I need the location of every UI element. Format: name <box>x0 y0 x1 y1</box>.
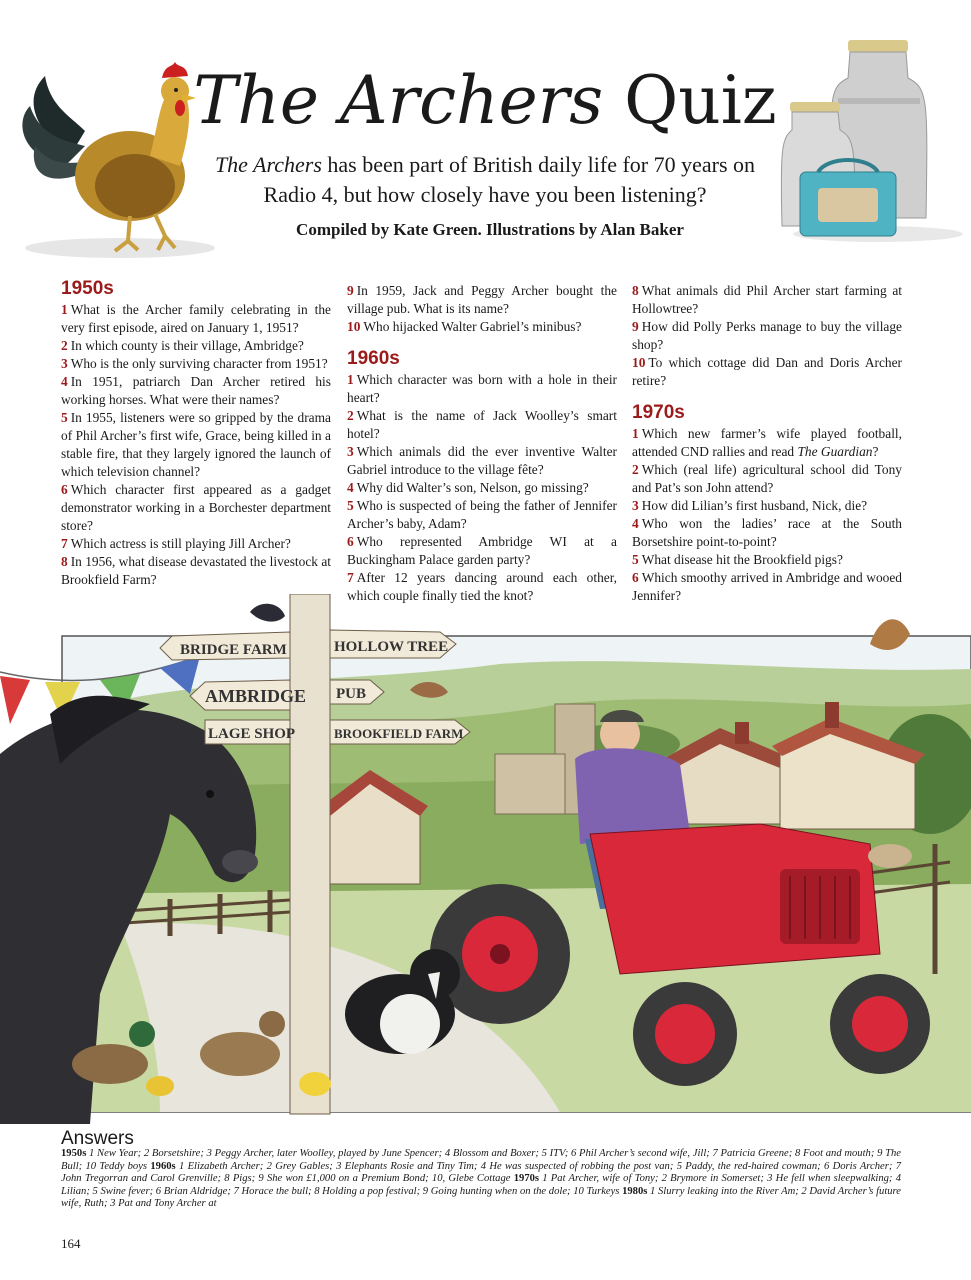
page-number: 164 <box>61 1236 81 1251</box>
question-number: 10 <box>347 319 361 334</box>
question-text: What disease hit the Brookfield pigs? <box>641 552 843 567</box>
question-text: Who hijacked Walter Gabriel’s minibus? <box>363 319 582 334</box>
question-text: Who is suspected of being the father of Jennifer Archer’s baby, Adam? <box>347 498 617 531</box>
question-number: 6 <box>347 534 354 549</box>
question-text: Who is the only surviving character from 1951? <box>70 356 328 371</box>
question-text: In 1955, listeners were so gripped by the drama of Phil Archer’s first wife, Grace, being killed in a stable fire, that they largely ignored the launch of which television channel? <box>61 410 331 479</box>
page-title <box>190 62 780 140</box>
credits: Compiled by Kate Green. Illustrations by Alan Baker <box>296 220 684 239</box>
question-number: 4 <box>347 480 354 495</box>
question-number: 3 <box>61 356 68 371</box>
question-1970-1 <box>632 425 902 461</box>
answers-1980s: 1 Slurry leaking into the River Am; 2 David Archer’s future wife, Ruth; 3 Pat and Tony Archer at <box>61 1185 901 1210</box>
question-text: How did Polly Perks manage to buy the village shop? <box>632 319 902 352</box>
question-1950-3 <box>61 355 331 373</box>
question-text: In 1951, patriarch Dan Archer retired his working horses. What were their names? <box>61 374 331 407</box>
question-number: 4 <box>632 516 639 531</box>
question-number: 10 <box>632 355 646 370</box>
question-1950-4 <box>61 373 331 409</box>
question-text: Who represented Ambridge WI at a Buckingham Palace garden party? <box>347 534 617 567</box>
question-1950-8 <box>61 553 331 589</box>
question-text: After 12 years dancing around each other, which couple finally tied the knot? <box>347 570 617 603</box>
milk-churns-illustration <box>778 38 968 248</box>
question-text: What is the Archer family celebrating in the very first episode, aired on January 1, 1951? <box>61 302 331 335</box>
question-1970-2 <box>632 461 902 497</box>
question-number: 8 <box>632 283 639 298</box>
question-number: 5 <box>632 552 639 567</box>
question-text: To which cottage did Dan and Doris Archer retire? <box>632 355 902 388</box>
question-1960-10 <box>632 354 902 390</box>
question-1960-3 <box>347 443 617 479</box>
answers-text <box>61 1148 901 1211</box>
question-1960-5 <box>347 497 617 533</box>
answers-decade-1970s: 1970s <box>513 1173 540 1185</box>
question-number: 3 <box>632 498 639 513</box>
sign-brookfield-farm: BROOKFIELD FARM <box>334 726 464 741</box>
question-1950-7 <box>61 535 331 553</box>
question-1970-3 <box>632 497 902 515</box>
cockerel-illustration <box>10 36 220 261</box>
question-number: 2 <box>632 462 639 477</box>
title-italic: The Archers <box>193 62 604 139</box>
question-number: 3 <box>347 444 354 459</box>
intro-text <box>190 150 780 210</box>
question-1960-9 <box>632 318 902 354</box>
title-rest: Quiz <box>603 62 777 139</box>
answers-1970s: 1 Pat Archer, wife of Tony; 2 Brymore in Somerset; 3 He fell when sleepwalking; 4 Lilian; 5 Swine fever; 6 Brian Aldridge; 7 Horace the bull; 8 Holding a pop festival; 9 Going hunting when on the dole; 10 Turkeys <box>61 1173 901 1197</box>
question-1950-2 <box>61 337 331 355</box>
question-text: How did Lilian’s first husband, Nick, die? <box>641 498 868 513</box>
question-text: Which character first appeared as a gadget demonstrator working in a Borchester department store? <box>61 482 331 533</box>
question-number: 6 <box>61 482 68 497</box>
village-scene-illustration <box>0 594 971 1124</box>
sign-village-shop: LAGE SHOP <box>208 726 296 742</box>
question-text: In 1956, what disease devastated the livestock at Brookfield Farm? <box>61 554 331 587</box>
section-heading-1970s: 1970s <box>632 402 685 423</box>
sign-hollow-tree: HOLLOW TREE <box>334 639 449 655</box>
answers-1960s: 1 Elizabeth Archer; 2 Grey Gables; 3 Elephants Rosie and Tiny Tim; 4 He was suspected of robbing the post van; 5 Paddy, the red-haired cowman; 6 Doris Archer; 7 John Tregorran and Carol Grenville; 8 Pigs; 9 She won £1,000 on a Premium Bond; 10, Glebe Cottage <box>61 1160 901 1185</box>
question-text: Who won the ladies’ race at the South Borsetshire point-to-point? <box>632 516 902 549</box>
question-number: 1 <box>347 372 354 387</box>
question-text: What is the name of Jack Woolley’s smart hotel? <box>347 408 617 441</box>
question-1950-5 <box>61 409 331 481</box>
question-text: Which character was born with a hole in their heart? <box>347 372 617 405</box>
question-number: 1 <box>632 426 639 441</box>
question-1950-9 <box>347 282 617 318</box>
question-1960-8 <box>632 282 902 318</box>
intro-italic: The Archers <box>214 152 322 177</box>
section-heading-1950s: 1950s <box>61 278 114 299</box>
question-text: Which new farmer’s wife played football, attended CND rallies and read <box>632 426 902 459</box>
question-text: In 1959, Jack and Peggy Archer bought the village pub. What is its name? <box>347 283 617 316</box>
question-1970-4 <box>632 515 902 551</box>
question-number: 2 <box>61 338 68 353</box>
answers-heading: Answers <box>61 1128 134 1149</box>
sign-bridge-farm: BRIDGE FARM <box>180 642 287 658</box>
question-number: 6 <box>632 570 639 585</box>
question-text: Why did Walter’s son, Nelson, go missing? <box>356 480 589 495</box>
question-1950-1 <box>61 301 331 337</box>
question-1960-1 <box>347 371 617 407</box>
answers-1950s: 1 New Year; 2 Borsetshire; 3 Peggy Archer, later Woolley, played by June Spencer; 4 Blossom and Boxer; 5 ITV; 6 Phil Archer’s second wife, Jill; 7 Patricia Greene; 8 Foot and mouth; 9 The Bull; 10 Teddy boys <box>61 1148 901 1172</box>
sign-pub: PUB <box>336 686 366 702</box>
question-text: Which animals did the ever inventive Walter Gabriel introduce to the village fête? <box>347 444 617 477</box>
question-number: 7 <box>61 536 68 551</box>
question-number: 8 <box>61 554 68 569</box>
intro-rest: has been part of British daily life for 70 years on Radio 4, but how closely have you been listening? <box>263 152 756 207</box>
answers-decade-1960s: 1960s <box>150 1160 176 1172</box>
question-1950-10 <box>347 318 617 336</box>
question-text-italic: The Guardian <box>797 444 873 459</box>
column-3 <box>632 282 902 605</box>
question-text: Which (real life) agricultural school did Tony and Pat’s son John attend? <box>632 462 902 495</box>
question-number: 1 <box>61 302 68 317</box>
question-number: 9 <box>632 319 639 334</box>
question-1960-4 <box>347 479 617 497</box>
sign-ambridge: AMBRIDGE <box>205 686 307 706</box>
question-1970-5 <box>632 551 902 569</box>
question-1960-2 <box>347 407 617 443</box>
question-text-end: ? <box>872 444 879 459</box>
question-number: 4 <box>61 374 68 389</box>
column-1 <box>61 278 331 589</box>
question-number: 5 <box>61 410 68 425</box>
answers-decade-1950s: 1950s <box>61 1148 87 1159</box>
question-text: Which smoothy arrived in Ambridge and wooed Jennifer? <box>632 570 902 603</box>
column-2 <box>347 282 617 605</box>
question-number: 9 <box>347 283 354 298</box>
question-text: What animals did Phil Archer start farming at Hollowtree? <box>632 283 902 316</box>
question-text: In which county is their village, Ambridge? <box>70 338 304 353</box>
answers-decade-1980s: 1980s <box>622 1185 648 1197</box>
question-1950-6 <box>61 481 331 535</box>
question-number: 5 <box>347 498 354 513</box>
question-text: Which actress is still playing Jill Archer? <box>70 536 291 551</box>
question-number: 2 <box>347 408 354 423</box>
question-1960-6 <box>347 533 617 569</box>
section-heading-1960s: 1960s <box>347 348 400 369</box>
question-number: 7 <box>347 570 354 585</box>
